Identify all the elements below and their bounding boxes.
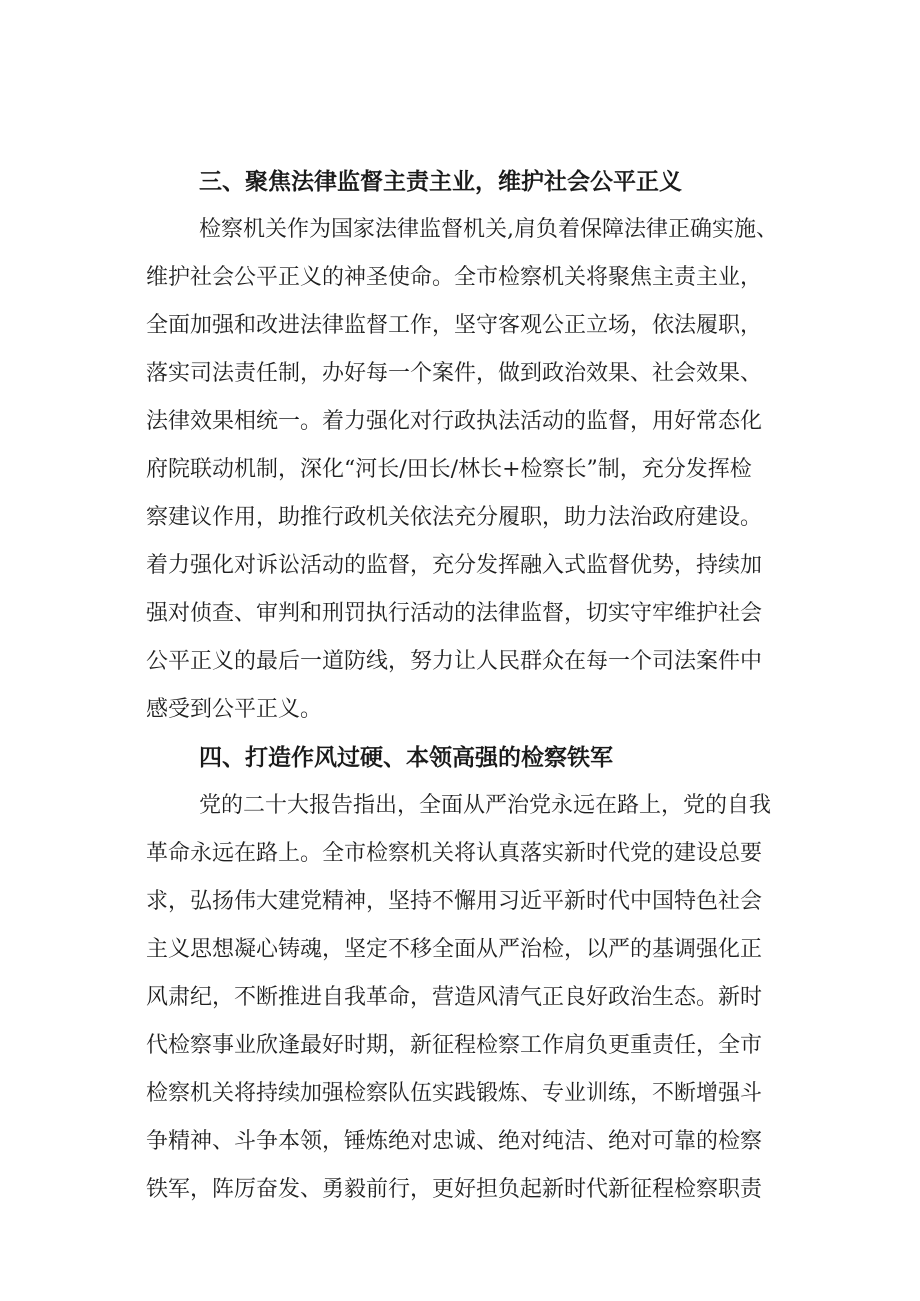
section-heading-3: 三、聚焦法律监督主责主业，维护社会公平正义: [199, 169, 682, 195]
paragraph-line: 着力强化对诉讼活动的监督，充分发挥融入式监督优势，持续加: [146, 553, 763, 578]
section-paragraph-3: [146, 206, 804, 734]
paragraph-line: 全面加强和改进法律监督工作，坚守客观公正立场，依法履职，: [146, 313, 763, 338]
paragraph-line: 公平正义的最后一道防线，努力让人民群众在每一个司法案件中: [146, 649, 763, 674]
paragraph-line: 维护社会公平正义的神圣使命。全市检察机关将聚焦主责主业，: [146, 265, 763, 290]
paragraph-line: 争精神、斗争本领，锤炼绝对忠诚、绝对纯洁、绝对可靠的检察: [146, 1129, 763, 1154]
paragraph-line: 感受到公平正义。: [146, 697, 323, 722]
paragraph-line: 代检察事业欣逢最好时期，新征程检察工作肩负更重责任，全市: [146, 1033, 763, 1058]
paragraph-line: 检察机关将持续加强检察队伍实践锻炼、专业训练，不断增强斗: [146, 1081, 763, 1106]
paragraph-line: 风肃纪，不断推进自我革命，营造风清气正良好政治生态。新时: [146, 985, 763, 1010]
document-body: [146, 158, 804, 1214]
paragraph-line: 察建议作用，助推行政机关依法充分履职，助力法治政府建设。: [146, 505, 763, 530]
paragraph-line: 主义思想凝心铸魂，坚定不移全面从严治检，以严的基调强化正: [146, 937, 763, 962]
paragraph-line: 铁军，阵厉奋发、勇毅前行，更好担负起新时代新征程检察职责: [146, 1177, 763, 1202]
section-heading-4: 四、打造作风过硬、本领高强的检察铁军: [199, 745, 613, 771]
paragraph-line: 府院联动机制，深化“河长/田长/林长+检察长”制，充分发挥检: [146, 457, 752, 482]
paragraph-line: 检察机关作为国家法律监督机关,肩负着保障法律正确实施、: [199, 217, 778, 242]
paragraph-line: 党的二十大报告指出，全面从严治党永远在路上，党的自我: [199, 793, 772, 818]
section-paragraph-4: [146, 782, 804, 1214]
paragraph-line: 革命永远在路上。全市检察机关将认真落实新时代党的建设总要: [146, 841, 763, 866]
paragraph-line: 法律效果相统一。着力强化对行政执法活动的监督，用好常态化: [146, 409, 763, 434]
paragraph-line: 落实司法责任制，办好每一个案件，做到政治效果、社会效果、: [146, 361, 763, 386]
paragraph-line: 求，弘扬伟大建党精神，坚持不懈用习近平新时代中国特色社会: [146, 889, 763, 914]
paragraph-line: 强对侦查、审判和刑罚执行活动的法律监督，切实守牢维护社会: [146, 601, 763, 626]
